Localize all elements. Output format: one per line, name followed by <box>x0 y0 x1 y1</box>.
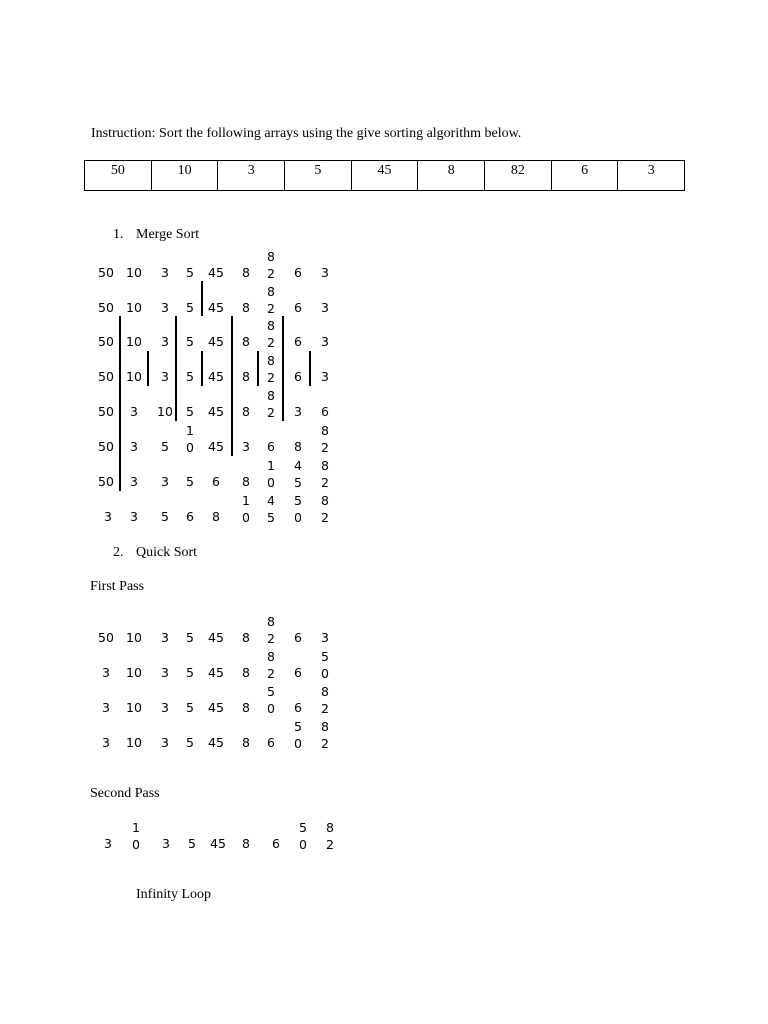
trace-value: 8 2 <box>321 423 329 455</box>
trace-value: 10 <box>126 665 142 680</box>
conclusion-text: Infinity Loop <box>136 887 212 902</box>
trace-value: 6 <box>212 474 220 489</box>
trace-value: 45 <box>208 665 224 680</box>
trace-value: 5 0 <box>294 493 302 525</box>
trace-value: 5 <box>186 665 194 680</box>
trace-value: 10 <box>126 369 142 384</box>
trace-value: 1 0 <box>186 423 194 455</box>
trace-value: 45 <box>208 700 224 715</box>
trace-value: 6 <box>267 439 275 454</box>
trace-value: 3 <box>162 836 170 851</box>
trace-value: 6 <box>272 836 280 851</box>
array-cell: 50 <box>85 161 152 191</box>
trace-value: 8 <box>212 509 220 524</box>
trace-value: 1 0 <box>242 493 250 525</box>
merge-divider <box>147 351 149 386</box>
trace-value: 3 <box>102 700 110 715</box>
trace-value: 3 <box>161 474 169 489</box>
trace-value: 10 <box>126 334 142 349</box>
trace-value: 3 <box>321 265 329 280</box>
array-cell: 45 <box>351 161 418 191</box>
trace-value: 5 <box>186 474 194 489</box>
trace-value: 3 <box>130 439 138 454</box>
trace-value: 5 <box>186 369 194 384</box>
merge-divider <box>282 316 284 421</box>
trace-value: 3 <box>161 665 169 680</box>
trace-value: 8 <box>242 630 250 645</box>
merge-divider <box>201 281 203 316</box>
trace-value: 50 <box>98 369 114 384</box>
array-cell: 5 <box>285 161 352 191</box>
trace-value: 5 <box>186 334 194 349</box>
merge-divider <box>257 351 259 386</box>
trace-value: 3 <box>130 404 138 419</box>
array-cell: 3 <box>218 161 285 191</box>
trace-value: 3 <box>102 735 110 750</box>
trace-value: 3 <box>161 300 169 315</box>
trace-value: 1 0 <box>132 820 140 852</box>
trace-value: 45 <box>208 300 224 315</box>
trace-value: 50 <box>98 334 114 349</box>
trace-value: 50 <box>98 300 114 315</box>
trace-value: 10 <box>126 300 142 315</box>
trace-value: 45 <box>208 735 224 750</box>
trace-value: 1 0 <box>267 458 275 490</box>
trace-value: 3 <box>161 700 169 715</box>
trace-value: 45 <box>210 836 226 851</box>
trace-value: 6 <box>321 404 329 419</box>
trace-value: 3 <box>161 735 169 750</box>
merge-divider <box>175 316 177 421</box>
trace-value: 8 2 <box>321 458 329 490</box>
trace-value: 45 <box>208 439 224 454</box>
trace-value: 5 <box>186 735 194 750</box>
trace-value: 8 <box>242 369 250 384</box>
trace-value: 3 <box>161 630 169 645</box>
trace-value: 8 2 <box>267 649 275 681</box>
trace-value: 8 2 <box>267 249 275 281</box>
trace-value: 10 <box>126 265 142 280</box>
trace-value: 8 <box>242 836 250 851</box>
trace-value: 6 <box>294 630 302 645</box>
trace-value: 3 <box>242 439 250 454</box>
trace-value: 45 <box>208 630 224 645</box>
trace-value: 45 <box>208 369 224 384</box>
trace-value: 50 <box>98 630 114 645</box>
quick-sort-heading-number: 2. <box>113 545 124 560</box>
trace-value: 3 <box>321 334 329 349</box>
trace-value: 8 2 <box>321 493 329 525</box>
trace-value: 45 <box>208 334 224 349</box>
trace-value: 50 <box>98 474 114 489</box>
trace-value: 3 <box>130 509 138 524</box>
trace-value: 8 <box>242 474 250 489</box>
trace-value: 10 <box>157 404 173 419</box>
trace-value: 3 <box>321 630 329 645</box>
trace-value: 8 <box>242 334 250 349</box>
trace-value: 3 <box>294 404 302 419</box>
instruction-text: Instruction: Sort the following arrays using the give sorting algorithm below. <box>91 126 522 141</box>
trace-value: 8 <box>242 265 250 280</box>
merge-divider <box>119 420 121 490</box>
trace-value: 6 <box>294 265 302 280</box>
merge-divider <box>201 351 203 386</box>
trace-value: 6 <box>294 665 302 680</box>
trace-value: 10 <box>126 700 142 715</box>
array-cell: 82 <box>485 161 552 191</box>
trace-value: 8 2 <box>267 353 275 385</box>
trace-value: 8 2 <box>267 388 275 420</box>
trace-value: 3 <box>161 265 169 280</box>
trace-value: 3 <box>161 334 169 349</box>
trace-value: 4 5 <box>294 458 302 490</box>
array-cell: 6 <box>551 161 618 191</box>
trace-value: 6 <box>294 700 302 715</box>
trace-value: 5 <box>188 836 196 851</box>
trace-value: 8 2 <box>321 719 329 751</box>
trace-value: 8 2 <box>326 820 334 852</box>
trace-value: 6 <box>186 509 194 524</box>
trace-value: 8 <box>242 404 250 419</box>
trace-value: 8 <box>242 665 250 680</box>
trace-value: 5 0 <box>321 649 329 681</box>
trace-value: 3 <box>104 509 112 524</box>
trace-value: 8 <box>242 300 250 315</box>
trace-value: 8 2 <box>321 684 329 716</box>
trace-value: 6 <box>294 300 302 315</box>
merge-sort-heading: Merge Sort <box>136 227 200 242</box>
trace-value: 5 <box>161 439 169 454</box>
trace-value: 6 <box>294 334 302 349</box>
trace-value: 50 <box>98 265 114 280</box>
trace-value: 45 <box>208 265 224 280</box>
trace-value: 8 <box>294 439 302 454</box>
trace-value: 50 <box>98 439 114 454</box>
trace-value: 3 <box>321 369 329 384</box>
trace-value: 3 <box>130 474 138 489</box>
trace-value: 5 <box>186 404 194 419</box>
array-cell: 10 <box>151 161 218 191</box>
trace-value: 5 <box>186 265 194 280</box>
trace-value: 50 <box>98 404 114 419</box>
trace-value: 4 5 <box>267 493 275 525</box>
input-array-table <box>84 160 685 191</box>
trace-value: 8 2 <box>267 284 275 316</box>
trace-value: 3 <box>102 665 110 680</box>
trace-value: 10 <box>126 735 142 750</box>
trace-value: 5 <box>186 700 194 715</box>
input-array-row <box>85 161 685 191</box>
array-cell: 8 <box>418 161 485 191</box>
first-pass-label: First Pass <box>90 579 145 594</box>
merge-sort-heading-number: 1. <box>113 227 124 242</box>
merge-divider <box>231 316 233 456</box>
trace-value: 5 <box>161 509 169 524</box>
merge-divider <box>309 351 311 386</box>
trace-value: 5 <box>186 300 194 315</box>
trace-value: 5 <box>186 630 194 645</box>
trace-value: 6 <box>294 369 302 384</box>
trace-value: 8 2 <box>267 318 275 350</box>
quick-sort-heading: Quick Sort <box>136 545 198 560</box>
trace-value: 5 0 <box>299 820 307 852</box>
trace-value: 8 <box>242 735 250 750</box>
trace-value: 8 <box>242 700 250 715</box>
trace-value: 3 <box>161 369 169 384</box>
trace-value: 10 <box>126 630 142 645</box>
trace-value: 5 0 <box>267 684 275 716</box>
second-pass-label: Second Pass <box>90 786 160 801</box>
trace-value: 3 <box>104 836 112 851</box>
trace-value: 3 <box>321 300 329 315</box>
trace-value: 45 <box>208 404 224 419</box>
array-cell: 3 <box>618 161 685 191</box>
trace-value: 8 2 <box>267 614 275 646</box>
trace-value: 5 0 <box>294 719 302 751</box>
trace-value: 6 <box>267 735 275 750</box>
